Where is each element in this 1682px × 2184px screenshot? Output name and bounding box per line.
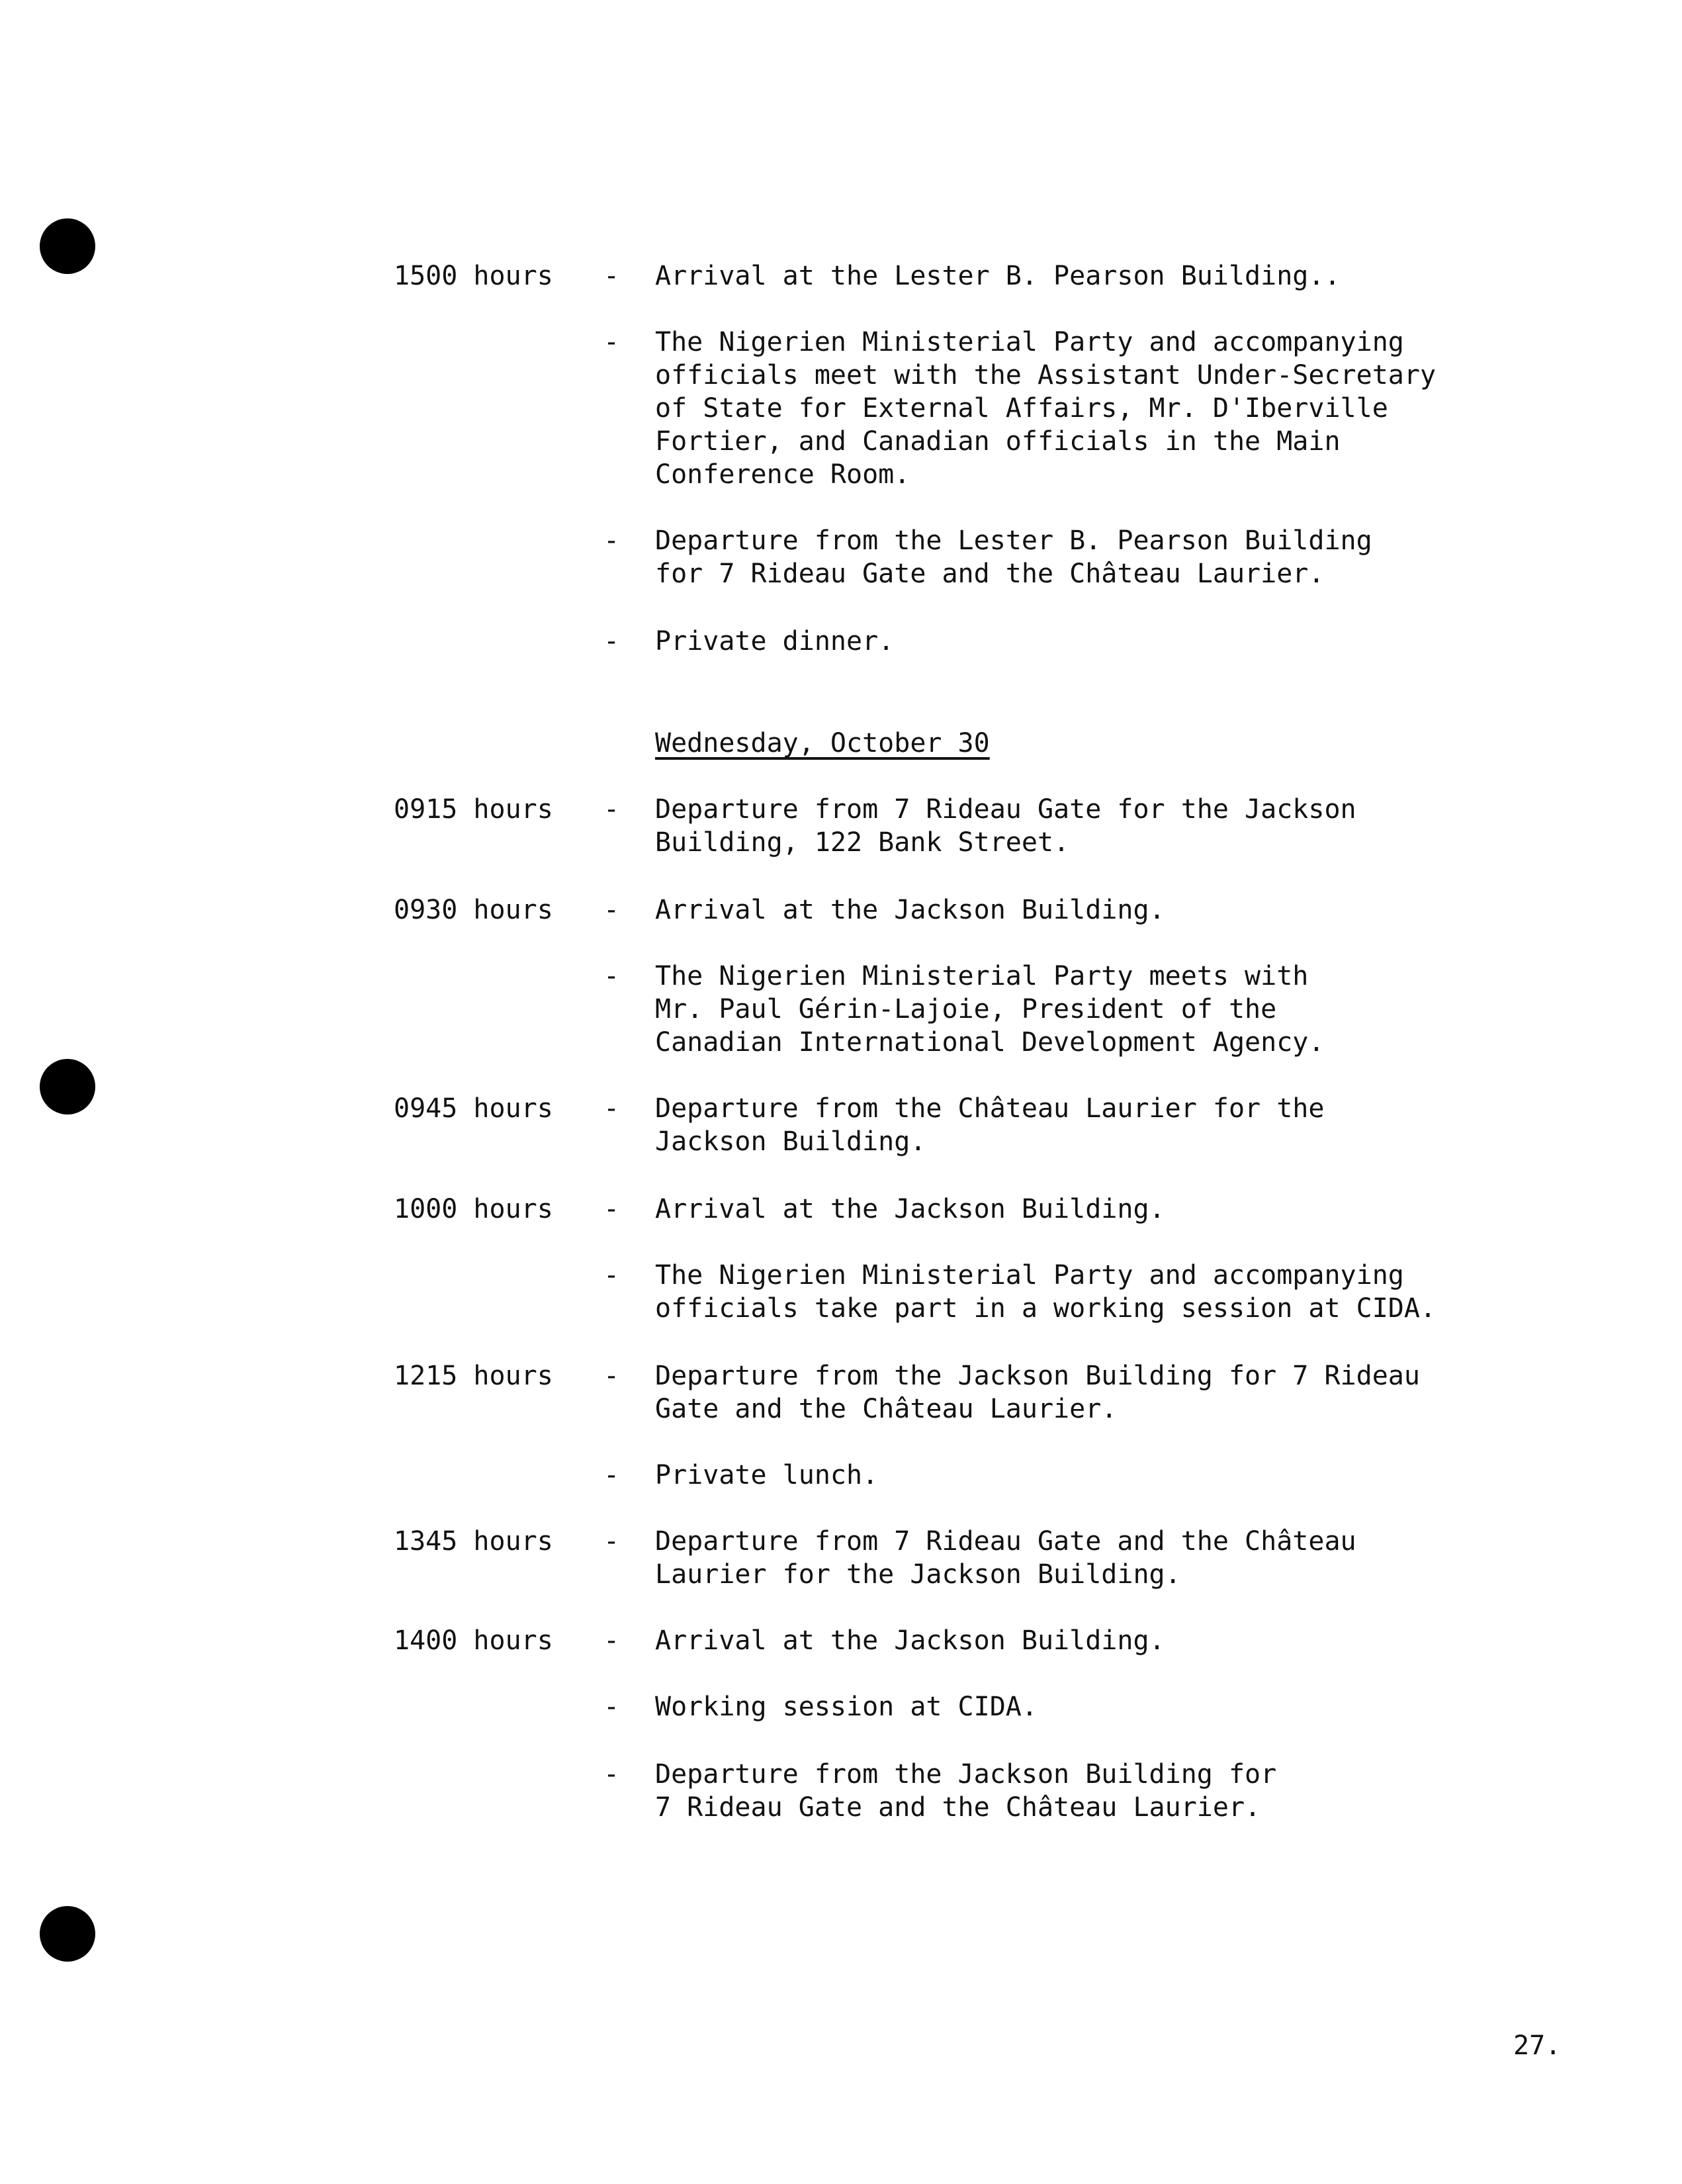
entry-text: The Nigerien Ministerial Party and accompanying officials take part in a working session at CIDA. — [655, 1260, 1437, 1324]
entry-time: 1345 hours — [394, 1526, 553, 1557]
entry-time: 0930 hours — [394, 895, 553, 925]
entry-text: Departure from the Jackson Building for 7 Rideau Gate and the Château Laurier. — [655, 1759, 1277, 1823]
entry-dash: - — [603, 1361, 620, 1391]
entry-dash: - — [603, 327, 620, 357]
entry-dash: - — [603, 1194, 620, 1224]
entry-dash: - — [603, 525, 620, 556]
page-number: 27. — [1513, 2030, 1562, 2061]
entry-dash: - — [603, 895, 620, 925]
entry-text: Working session at CIDA. — [655, 1692, 1038, 1722]
entry-dash: - — [603, 1692, 620, 1722]
entry-dash: - — [603, 1526, 620, 1557]
entry-text: Private lunch. — [655, 1460, 879, 1490]
binder-hole — [40, 1059, 95, 1115]
entry-text: Departure from 7 Rideau Gate and the Château Laurier for the Jackson Building. — [655, 1526, 1356, 1590]
entry-text: Private dinner. — [655, 626, 895, 657]
entry-dash: - — [603, 1460, 620, 1490]
entry-time: 1500 hours — [394, 261, 553, 291]
entry-dash: - — [603, 1625, 620, 1656]
entry-text: Departure from the Lester B. Pearson Building for 7 Rideau Gate and the Château Laurier. — [655, 525, 1372, 589]
entry-dash: - — [603, 961, 620, 991]
entry-text: The Nigerien Ministerial Party meets with Mr. Paul Gérin-Lajoie, President of the Canadian International Development Agency. — [655, 961, 1325, 1058]
entry-time: 0945 hours — [394, 1093, 553, 1124]
day-heading: Wednesday, October 30 — [655, 728, 990, 758]
entry-text: The Nigerien Ministerial Party and accompanying officials meet with the Assistant Under-Secretary of State for External Affairs, Mr. D'Iberville Fortier, and Canadian officials in the Main Conference Room. — [655, 327, 1437, 490]
entry-text: Departure from the Château Laurier for the Jackson Building. — [655, 1093, 1325, 1157]
entry-text: Arrival at the Lester B. Pearson Building.. — [655, 261, 1341, 291]
entry-time: 1000 hours — [394, 1194, 553, 1224]
entry-dash: - — [603, 1093, 620, 1124]
entry-dash: - — [603, 626, 620, 657]
entry-text: Departure from the Jackson Building for 7 Rideau Gate and the Château Laurier. — [655, 1361, 1420, 1424]
entry-text: Arrival at the Jackson Building. — [655, 1625, 1165, 1656]
entry-text: Arrival at the Jackson Building. — [655, 895, 1165, 925]
entry-dash: - — [603, 1260, 620, 1291]
binder-hole — [40, 1906, 95, 1962]
entry-dash: - — [603, 261, 620, 291]
entry-dash: - — [603, 1759, 620, 1790]
entry-time: 0915 hours — [394, 794, 553, 825]
entry-text: Departure from 7 Rideau Gate for the Jackson Building, 122 Bank Street. — [655, 794, 1356, 858]
entry-text: Arrival at the Jackson Building. — [655, 1194, 1165, 1224]
binder-hole — [40, 218, 95, 274]
entry-dash: - — [603, 794, 620, 825]
entry-time: 1400 hours — [394, 1625, 553, 1656]
entry-time: 1215 hours — [394, 1361, 553, 1391]
